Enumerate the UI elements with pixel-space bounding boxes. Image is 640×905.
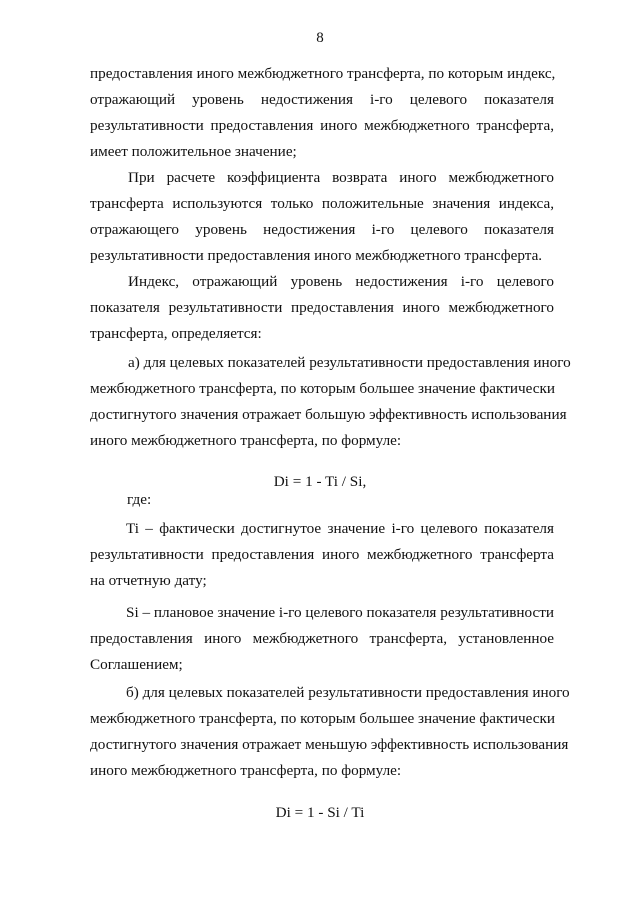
text-line: отражающий уровень недостижения i-го целевого показателя — [90, 91, 554, 108]
text-line: результативности предоставления иного межбюджетного трансферта — [90, 546, 554, 563]
text-line: результативности предоставления иного межбюджетного трансферта. — [90, 247, 543, 264]
formula-b: Di = 1 - Si / Ti — [275, 804, 365, 821]
text-line: межбюджетного трансферта, по которым большее значение фактически — [90, 710, 555, 727]
text-line: Индекс, отражающий уровень недостижения i-го целевого — [128, 273, 554, 290]
text-line: показателя результативности предоставления иного межбюджетного — [90, 299, 554, 316]
text-line: а) для целевых показателей результативности предоставления иного — [128, 354, 571, 371]
text-line: достигнутого значения отражает большую эффективность использования — [90, 406, 567, 423]
text-line: достигнутого значения отражает меньшую эффективность использования — [90, 736, 569, 753]
text-line: Соглашением; — [90, 656, 183, 673]
text-line: Ti – фактически достигнутое значение i-го целевого показателя — [126, 520, 554, 537]
page-number: 8 — [316, 30, 324, 46]
text-line: трансферта, определяется: — [90, 325, 262, 342]
text-line: Si – плановое значение i-го целевого показателя результативности — [126, 604, 554, 621]
text-line: отражающего уровень недостижения i-го целевого показателя — [90, 221, 554, 238]
text-line: результативности предоставления иного межбюджетного трансферта, — [90, 117, 554, 134]
text-line: трансферта используются только положительные значения индекса, — [90, 195, 554, 212]
text-line: б) для целевых показателей результативности предоставления иного — [126, 684, 570, 701]
formula-a: Di = 1 - Ti / Si, — [273, 473, 367, 490]
text-line: на отчетную дату; — [90, 572, 207, 589]
text-line: где: — [127, 491, 152, 508]
text-line: иного межбюджетного трансферта, по формуле: — [90, 762, 402, 779]
text-line: межбюджетного трансферта, по которым большее значение фактически — [90, 380, 555, 397]
text-line: предоставления иного межбюджетного трансферта, по которым индекс, — [90, 65, 556, 82]
text-line: При расчете коэффициента возврата иного межбюджетного — [128, 169, 554, 186]
text-line: иного межбюджетного трансферта, по формуле: — [90, 432, 402, 449]
text-line: имеет положительное значение; — [90, 143, 297, 160]
text-line: предоставления иного межбюджетного трансферта, установленное — [90, 630, 554, 647]
